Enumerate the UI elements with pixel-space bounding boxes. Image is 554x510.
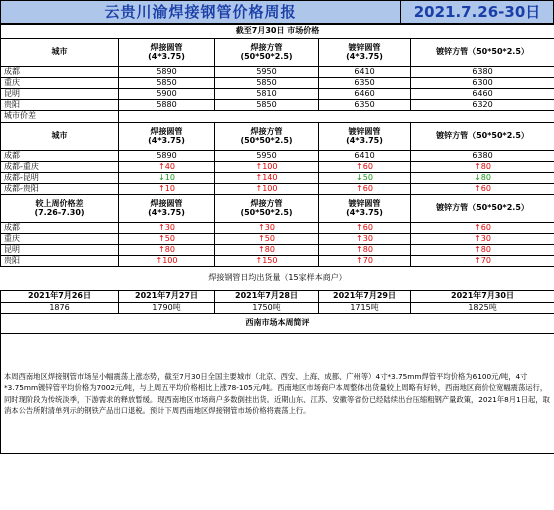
diff-cell: ↑80 <box>411 245 554 256</box>
table-row <box>1 184 554 195</box>
diff-cell: ↑80 <box>215 245 319 256</box>
shipment-value: 1750吨 <box>215 303 319 314</box>
diff-cell: ↑30 <box>215 223 319 234</box>
col-header-welded-round: 焊接圆管 (4*3.75) <box>119 195 215 223</box>
col-city-header: 城市 <box>1 39 119 67</box>
table-row <box>1 245 554 256</box>
col-header-welded-square: 焊接方管 (50*50*2.5) <box>215 195 319 223</box>
diff-cell: ↑50 <box>215 234 319 245</box>
diff-cell: ↑60 <box>411 223 554 234</box>
diff-cell: ↑60 <box>319 223 411 234</box>
diff-cell: ↓50 <box>319 173 411 184</box>
diff-cell: ↑140 <box>215 173 319 184</box>
price-cell: 6380 <box>411 151 554 162</box>
price-cell: 5880 <box>119 100 215 111</box>
price-cell: 5950 <box>215 67 319 78</box>
diff-cell: ↑80 <box>319 245 411 256</box>
diff-cell: ↑60 <box>319 184 411 195</box>
diff-cell: ↑70 <box>319 256 411 267</box>
diff-cell: ↑10 <box>119 184 215 195</box>
table-row <box>1 151 554 162</box>
shipment-value: 1876 <box>1 303 119 314</box>
diff-cell: ↑100 <box>215 184 319 195</box>
diff-cell: ↓80 <box>411 173 554 184</box>
diff-cell: ↑60 <box>319 162 411 173</box>
city-cell: 成都 <box>1 67 119 78</box>
table-row <box>1 223 554 234</box>
review-text: 本周西南地区焊接钢管市场呈小幅震荡上涨态势，截至7月30日全国主要城市（北京、西安、上海、成都、广州等）4寸*3.75mm焊管平均价格为6100元/吨，4寸*3.75mm镀锌管平均价格为7002元/吨，与上周五平均价格相比上涨78-105元/吨。西南地区市场商户本周整体出货量较上周略有好转，西南地区商价位宽幅震荡运行，同时现阶段为传统淡季，下游需求的释放暂缓。现西南地区市场商户多数倒挂出货。近期山东、江苏、安徽等省份已经陆续出台压缩粗钢产量政策，2021年8月1日起，取消本公告所附清单列示的钢铁产品出口退税。预计下周西南地区焊接钢管市场价格将震荡上行。 <box>1 334 554 454</box>
col-header-welded-round: 焊接圆管 (4*3.75) <box>119 123 215 151</box>
col-header-galv-square: 镀锌方管（50*50*2.5） <box>411 123 554 151</box>
city-cell: 贵阳 <box>1 256 119 267</box>
price-cell: 6300 <box>411 78 554 89</box>
city-cell: 成都-重庆 <box>1 162 119 173</box>
table-row <box>1 173 554 184</box>
shipment-date: 2021年7月26日 <box>1 291 119 303</box>
price-cell: 5850 <box>119 78 215 89</box>
diff-cell: ↑150 <box>215 256 319 267</box>
city-cell: 成都 <box>1 151 119 162</box>
report-date-range: 2021.7.26-30日 <box>413 3 541 21</box>
diff-cell: ↑30 <box>319 234 411 245</box>
table-row <box>1 162 554 173</box>
city-cell: 重庆 <box>1 234 119 245</box>
price-cell: 5950 <box>215 151 319 162</box>
diff-cell: ↑60 <box>411 184 554 195</box>
shipment-date: 2021年7月28日 <box>215 291 319 303</box>
diff-cell: ↑30 <box>411 234 554 245</box>
price-cell: 5810 <box>215 89 319 100</box>
col-header-welded-square: 焊接方管 (50*50*2.5) <box>215 39 319 67</box>
shipment-value: 1825吨 <box>411 303 554 314</box>
price-cell: 6350 <box>319 78 411 89</box>
table-row <box>1 234 554 245</box>
price-cell: 6410 <box>319 151 411 162</box>
city-cell: 成都-贵阳 <box>1 184 119 195</box>
price-cell: 5850 <box>215 100 319 111</box>
col-header-galv-round: 镀锌圆管 (4*3.75) <box>319 195 411 223</box>
diff-cell: ↑30 <box>119 223 215 234</box>
table-row <box>1 78 554 89</box>
price-cell: 5890 <box>119 151 215 162</box>
diff-cell: ↓10 <box>119 173 215 184</box>
price-cell: 6320 <box>411 100 554 111</box>
city-cell: 贵阳 <box>1 100 119 111</box>
diff-cell: ↑100 <box>119 256 215 267</box>
price-cell: 5890 <box>119 67 215 78</box>
shipment-date: 2021年7月29日 <box>319 291 411 303</box>
price-cell: 6460 <box>411 89 554 100</box>
diff-cell: ↑40 <box>119 162 215 173</box>
diff-cell: ↑80 <box>411 162 554 173</box>
city-cell: 昆明 <box>1 245 119 256</box>
col-header-galv-square: 镀锌方管（50*50*2.5） <box>411 39 554 67</box>
col-header-galv-round: 镀锌圆管 (4*3.75) <box>319 123 411 151</box>
review-title: 西南市场本周简评 <box>1 314 554 334</box>
price-cell: 6350 <box>319 100 411 111</box>
price-cell: 5900 <box>119 89 215 100</box>
weekly-diff-header: 较上周价格差 (7.26-7.30) <box>1 195 119 223</box>
col-header-welded-square: 焊接方管 (50*50*2.5) <box>215 123 319 151</box>
col-header-welded-round: 焊接圆管 (4*3.75) <box>119 39 215 67</box>
col-header-galv-square: 镀锌方管（50*50*2.5） <box>411 195 554 223</box>
table-row <box>1 67 554 78</box>
price-cell: 6460 <box>319 89 411 100</box>
col-header-galv-round: 镀锌圆管 (4*3.75) <box>319 39 411 67</box>
section2-title: 城市价差 <box>1 111 119 123</box>
diff-cell: ↑100 <box>215 162 319 173</box>
city-cell: 成都-昆明 <box>1 173 119 184</box>
shipments-title: 焊接钢管日均出货量（15家样本商户） <box>1 267 554 291</box>
diff-cell: ↑50 <box>119 234 215 245</box>
city-cell: 成都 <box>1 223 119 234</box>
diff-cell: ↑70 <box>411 256 554 267</box>
price-cell: 6410 <box>319 67 411 78</box>
report-title: 云贵川渝焊接钢管价格周报 <box>1 1 401 23</box>
price-cell: 5850 <box>215 78 319 89</box>
col-city-header: 城市 <box>1 123 119 151</box>
table-row <box>1 100 554 111</box>
table-row <box>1 89 554 100</box>
table-row <box>1 256 554 267</box>
price-cell: 6380 <box>411 67 554 78</box>
shipment-date: 2021年7月27日 <box>119 291 215 303</box>
price-table <box>0 24 554 454</box>
shipment-value: 1715吨 <box>319 303 411 314</box>
title-bar <box>0 0 554 24</box>
shipment-value: 1790吨 <box>119 303 215 314</box>
diff-cell: ↑80 <box>119 245 215 256</box>
city-cell: 昆明 <box>1 89 119 100</box>
section1-title: 截至7月30日 市场价格 <box>1 25 554 39</box>
shipment-date: 2021年7月30日 <box>411 291 554 303</box>
city-cell: 重庆 <box>1 78 119 89</box>
